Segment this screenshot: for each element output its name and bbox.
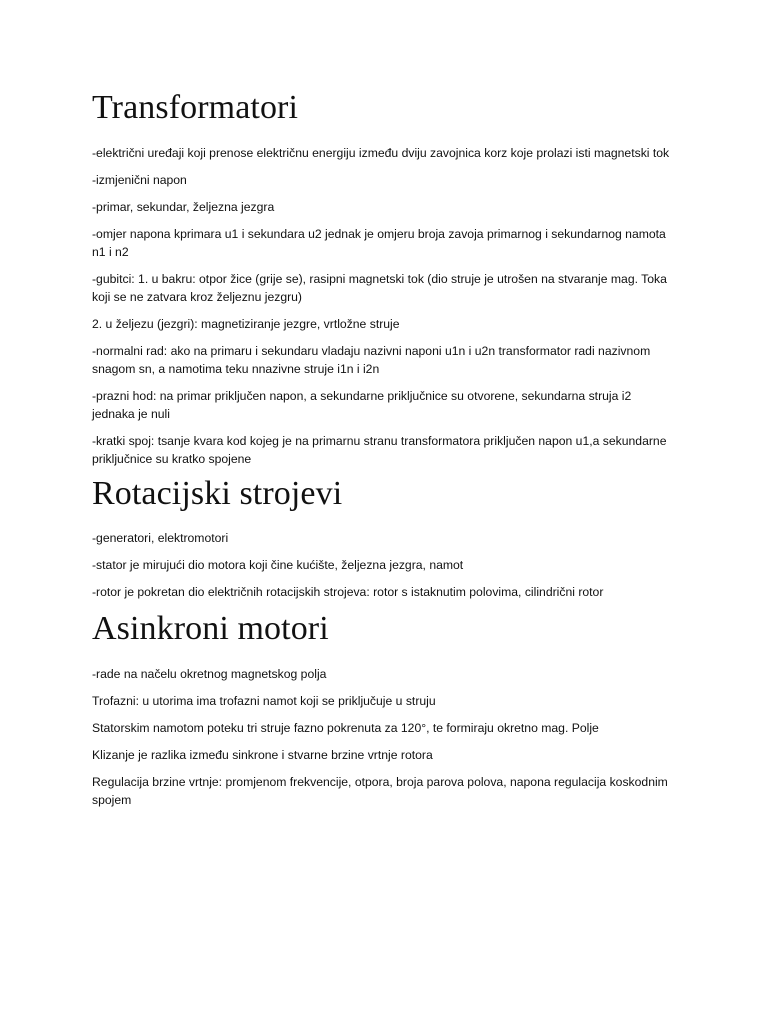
paragraph: -rade na načelu okretnog magnetskog polja [92, 667, 327, 681]
section-heading: Rotacijski strojevi [92, 475, 343, 512]
paragraph: -prazni hod: na primar priključen napon, a sekundarne priključnice su otvorene, sekundarna struja i2 jednaka je nuli [92, 389, 632, 421]
paragraph: -električni uređaji koji prenose električnu energiju između dviju zavojnica korz koje prolazi isti magnetski tok [92, 146, 670, 160]
paragraph: -rotor je pokretan dio električnih rotacijskih strojeva: rotor s istaknutim polovima, cilindrični rotor [92, 585, 604, 599]
paragraph: -normalni rad: ako na primaru i sekundaru vladaju nazivni naponi u1n i u2n transformator radi nazivnom snagom sn, a namotima teku nnazivne struje i1n i i2n [92, 344, 651, 376]
paragraph: -izmjenični napon [92, 173, 187, 187]
section-body [92, 529, 676, 601]
paragraph: Statorskim namotom poteku tri struje fazno pokrenuta za 120°, te formiraju okretno mag. Polje [92, 721, 599, 735]
paragraph: 2. u željezu (jezgri): magnetiziranje jezgre, vrtložne struje [92, 317, 400, 331]
section-rotacijski-strojevi [92, 468, 676, 601]
section-transformatori [92, 0, 676, 468]
paragraph: Trofazni: u utorima ima trofazni namot koji se priključuje u struju [92, 694, 436, 708]
paragraph: Klizanje je razlika između sinkrone i stvarne brzine vrtnje rotora [92, 748, 433, 762]
paragraph: -omjer napona kprimara u1 i sekundara u2 jednak je omjeru broja zavoja primarnog i sekundarnog namota n1 i n2 [92, 227, 666, 259]
paragraph: -kratki spoj: tsanje kvara kod kojeg je na primarnu stranu transformatora priključen napon u1,a sekundarne priključnice su kratko spojene [92, 434, 667, 466]
paragraph: -primar, sekundar, željezna jezgra [92, 200, 275, 214]
section-heading: Transformatori [92, 89, 299, 126]
paragraph: -gubitci: 1. u bakru: otpor žice (grije se), rasipni magnetski tok (dio struje je utrošen na stvaranje mag. Toka koji se ne zatvara kroz željeznu jezgru) [92, 272, 667, 304]
section-asinkroni-motori [92, 601, 676, 809]
paragraph: -generatori, elektromotori [92, 531, 229, 545]
section-body [92, 665, 676, 809]
section-heading: Asinkroni motori [92, 610, 329, 647]
section-body [92, 144, 676, 468]
paragraph: -stator je mirujući dio motora koji čine kućište, željezna jezgra, namot [92, 558, 464, 572]
paragraph: Regulacija brzine vrtnje: promjenom frekvencije, otpora, broja parova polova, napona regulacija koskodnim spojem [92, 775, 668, 807]
